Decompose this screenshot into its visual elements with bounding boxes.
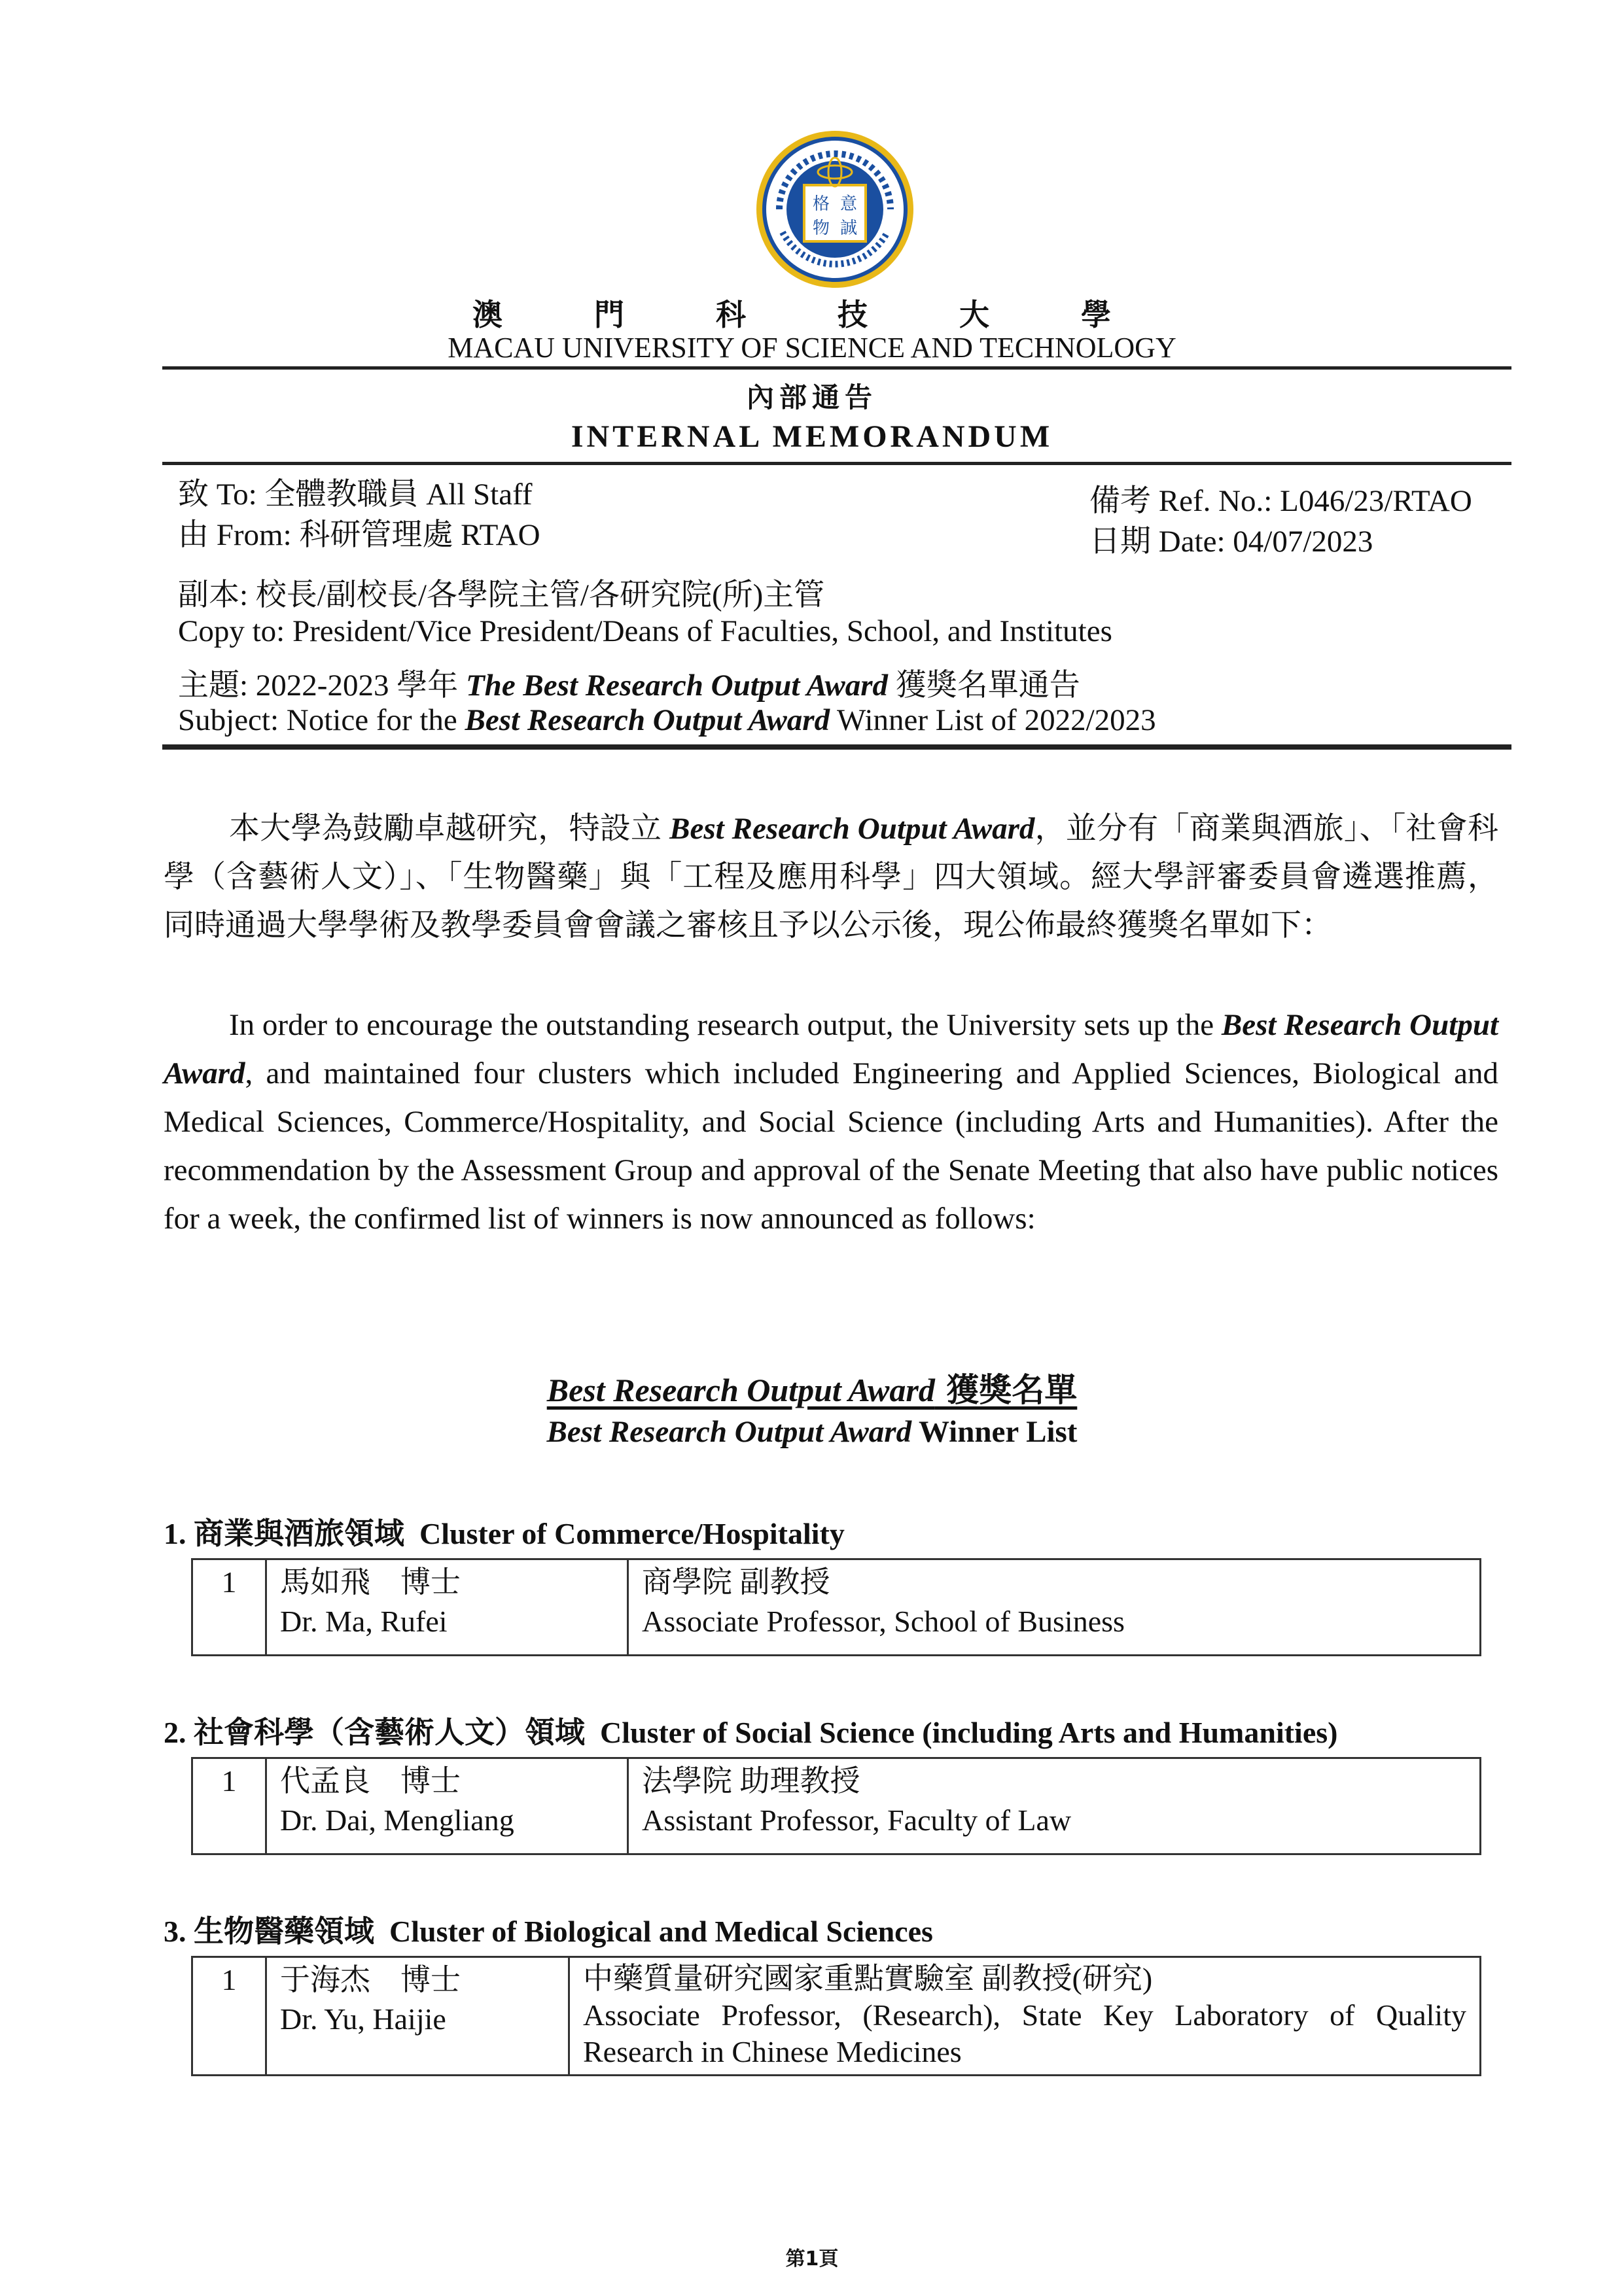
subject-rule [162,744,1511,750]
cluster-number: 3. [164,1915,186,1948]
memo-title-en: INTERNAL MEMORANDUM [571,419,1053,454]
winner-name-zh: 馬如飛 博士 [280,1565,461,1599]
winner-position-zh: 法學院 助理教授 [642,1764,860,1798]
university-name-en: MACAU UNIVERSITY OF SCIENCE AND TECHNOLOGY [448,332,1176,364]
winner-name [266,1758,628,1854]
subject-zh-prefix: 主題: 2022-2023 學年 [178,669,466,703]
subject-en-prefix: Subject: Notice for the [178,703,465,737]
memo-copy-en: Copy to: President/Vice President/Deans of Faculties, School, and Institutes [178,614,1112,648]
header-rule-2 [162,462,1511,465]
row-number: 1 [192,1957,266,2076]
winner-name [266,1559,628,1656]
cluster-table-1 [191,1558,1481,1656]
winner-list-subtitle-suffix: Winner List [911,1415,1078,1449]
row-number: 1 [192,1758,266,1854]
winner-name-en: Dr. Ma, Rufei [280,1605,448,1638]
svg-text:格: 格 [812,194,830,214]
subject-zh-suffix: 獲獎名單通告 [887,669,1080,703]
memo-title-zh: 內部通告 [746,381,877,413]
winner-position [569,1957,1481,2076]
subject-zh-award: The Best Research Output Award [465,669,888,703]
winner-position-en: Associate Professor, (Research), State Key Laboratory of Quality Research in Chinese Medicines [583,1998,1466,2068]
winner-list-subtitle-award: Best Research Output Award [546,1415,912,1449]
table-row [192,1559,1481,1656]
winner-list-title-zh: 獲獎名單 [934,1371,1078,1409]
cluster-number: 1. [164,1517,186,1550]
winner-name-zh: 于海杰 博士 [280,1963,461,1996]
intro-paragraph-en [164,1001,1498,1243]
intro-zh-suffix: ，並分有「商業與酒旅」、「社會科學（含藝術人文）」、「生物醫藥」與「工程及應用科學」四大領域。經大學評審委員會遴選推薦，同時通過大學學術及教學委員會會議之審核且予以公示後，現公佈最終獲獎名單如下： [164,812,1498,943]
table-row [192,1758,1481,1854]
memo-copy-zh: 副本: 校長/副校長/各學院主管/各研究院(所)主管 [178,578,825,612]
intro-zh-award: Best Research Output Award [669,812,1035,846]
cluster-name-zh: 社會科學（含藝術人文）領域 [194,1714,585,1750]
memo-subject-zh [178,661,1080,704]
cluster-heading-3 [164,1907,933,1951]
winner-position-zh: 中藥質量研究國家重點實驗室 副教授(研究) [583,1962,1153,1995]
cluster-name-en: Cluster of Commerce/Hospitality [419,1517,845,1550]
subject-en-award: Best Research Output Award [465,703,830,737]
university-seal-icon [753,128,917,291]
intro-en-award: Best Research Output Award [164,1008,1499,1090]
winner-position-en: Assistant Professor, Faculty of Law [642,1803,1072,1837]
winner-list-subtitle [0,1414,1624,1450]
svg-text:物: 物 [812,218,830,238]
winner-position-en: Associate Professor, School of Business [642,1605,1125,1638]
winner-name-en: Dr. Yu, Haijie [280,2002,446,2036]
header-rule-1 [162,366,1511,370]
cluster-name-en: Cluster of Biological and Medical Sciences [389,1915,933,1948]
winner-position-zh: 商學院 副教授 [642,1565,830,1599]
intro-zh-prefix: 本大學為鼓勵卓越研究，特設立 [229,812,670,846]
cluster-heading-2 [164,1709,1337,1752]
winner-position [628,1758,1481,1854]
cluster-table-2 [191,1757,1481,1855]
subject-en-suffix: Winner List of 2022/2023 [830,703,1156,737]
winner-name-en: Dr. Dai, Mengliang [280,1803,514,1837]
cluster-name-zh: 商業與酒旅領域 [194,1516,404,1551]
winner-list-title [0,1364,1624,1411]
row-number: 1 [192,1559,266,1656]
winner-name-zh: 代孟良 博士 [280,1764,461,1798]
table-row [192,1957,1481,2076]
university-name-zh: 澳 門 科 技 大 學 [472,297,1152,332]
cluster-number: 2. [164,1716,186,1749]
memo-to: 致 To: 全體教職員 All Staff [178,478,533,512]
winner-name [266,1957,569,2076]
cluster-name-en: Cluster of Social Science (including Arts and Humanities) [600,1716,1338,1749]
memo-date: 日期 Date: 04/07/2023 [1089,525,1373,559]
winner-position [628,1559,1481,1656]
svg-text:意: 意 [839,194,858,214]
memo-from: 由 From: 科研管理處 RTAO [178,518,540,552]
intro-en-prefix: In order to encourage the outstanding research output, the University sets up the [229,1008,1222,1042]
winner-list-title-award: Best Research Output Award [546,1372,935,1408]
svg-text:誠: 誠 [839,218,858,238]
intro-paragraph-zh [164,805,1498,950]
cluster-table-3 [191,1956,1481,2076]
page-number: 第1頁 [785,2248,839,2270]
memo-subject-en [178,703,1156,738]
cluster-name-zh: 生物醫藥領域 [194,1913,374,1949]
intro-en-suffix: , and maintained four clusters which included Engineering and Applied Sciences, Biological and Medical Sciences, Commerce/Hospitality, and Social Science (including Arts and Humanities). After the recommendation by the Assessment Group and approval of the Senate Meeting that also have public notices for a week, the confirmed list of winners is now announced as follows: [164,1056,1498,1236]
memo-ref: 備考 Ref. No.: L046/23/RTAO [1089,484,1472,518]
cluster-heading-1 [164,1510,845,1553]
